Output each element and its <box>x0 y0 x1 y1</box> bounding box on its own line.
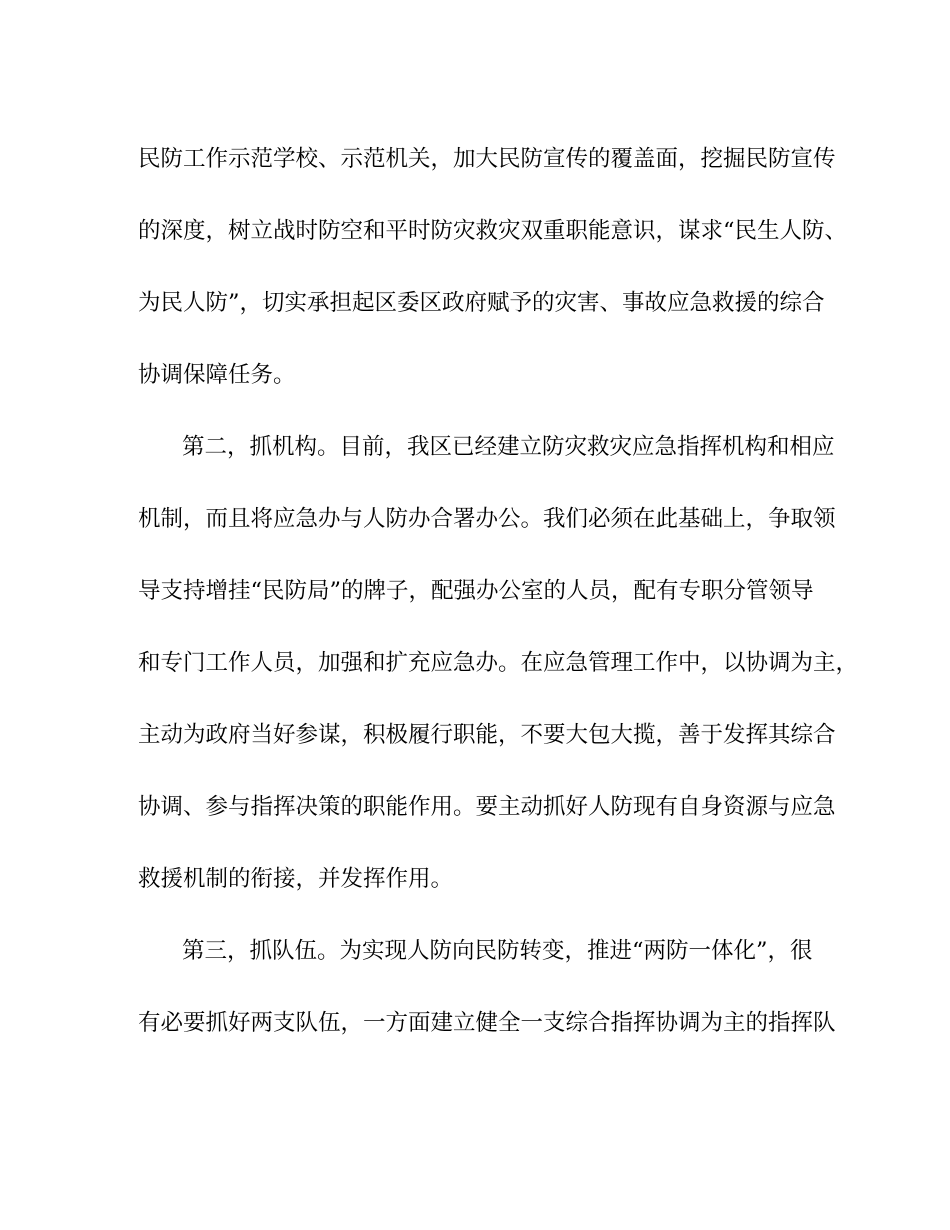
text-line: 救援机制的衔接，并发挥作用。 <box>138 866 454 892</box>
text-line: 民防工作示范学校、示范机关，加大民防宣传的覆盖面，挖掘民防宣传 <box>138 146 836 172</box>
text-line: 导支持增挂“民防局”的牌子，配强办公室的人员，配有专职分管领导 <box>138 578 814 604</box>
text-line: 机制，而且将应急办与人防办合署办公。我们必须在此基础上，争取领 <box>138 506 836 532</box>
text-line: 协调保障任务。 <box>138 362 296 388</box>
text-line: 协调、参与指挥决策的职能作用。要主动抓好人防现有自身资源与应急 <box>138 794 836 820</box>
paragraph-start-line: 第三，抓队伍。为实现人防向民防转变，推进“两防一体化”，很 <box>182 938 813 964</box>
text-line: 和专门工作人员，加强和扩充应急办。在应急管理工作中，以协调为主， <box>138 650 859 676</box>
text-line: 的深度，树立战时防空和平时防灾救灾双重职能意识，谋求“民生人防、 <box>138 218 848 244</box>
paragraph-start-line: 第二，抓机构。目前，我区已经建立防灾救灾应急指挥机构和相应 <box>182 434 835 460</box>
text-line: 有必要抓好两支队伍，一方面建立健全一支综合指挥协调为主的指挥队 <box>138 1010 836 1036</box>
text-line: 主动为政府当好参谋，积极履行职能，不要大包大揽，善于发挥其综合 <box>138 722 836 748</box>
text-line: 为民人防”，切实承担起区委区政府赋予的灾害、事故应急救援的综合 <box>138 290 825 316</box>
